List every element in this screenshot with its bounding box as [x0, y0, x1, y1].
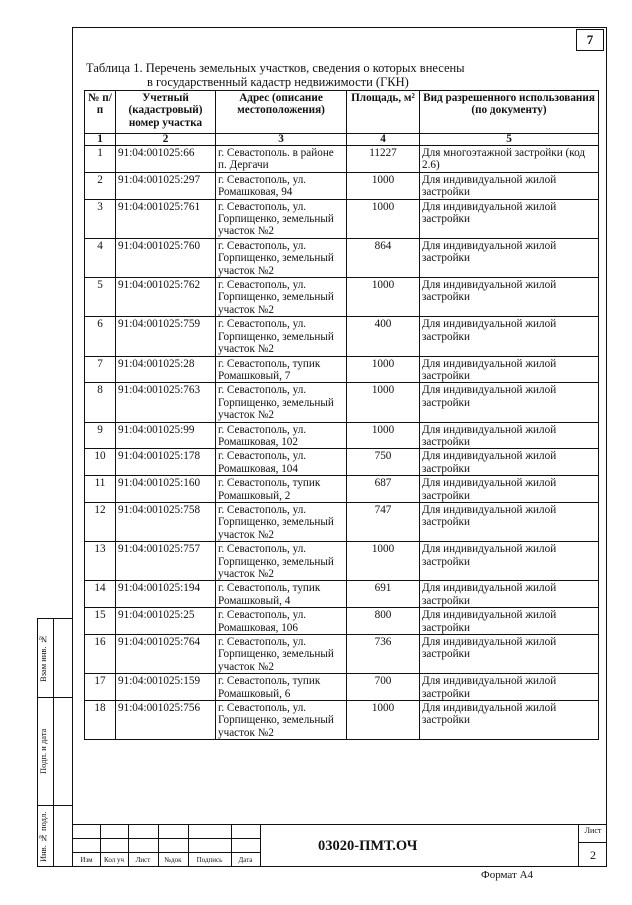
cell-address: г. Севастополь, ул. Горпищенко, земельный участок №2 — [216, 635, 347, 674]
cell-area: 687 — [347, 476, 420, 503]
table-title-line2: в государственный кадастр недвижимости (ГКН) — [147, 75, 409, 89]
cell-cadastral-id: 91:04:001025:764 — [116, 635, 216, 674]
table-row — [85, 581, 599, 608]
col-number: 4 — [347, 134, 420, 146]
col-number: 3 — [216, 134, 347, 146]
col-number: 2 — [116, 134, 216, 146]
cell-row-num: 18 — [85, 701, 116, 740]
inv-orig-label: Инв. № подл. — [38, 811, 48, 863]
table-row — [85, 317, 599, 356]
stamp-label-izm: Изм — [80, 856, 93, 864]
cell-row-num: 6 — [85, 317, 116, 356]
header-num: № п/п — [85, 91, 116, 134]
table-row — [85, 238, 599, 277]
cell-usage: Для индивидуальной жилой застройки — [420, 674, 599, 701]
column-number-row — [85, 134, 599, 146]
cell-usage: Для индивидуальной жилой застройки — [420, 238, 599, 277]
cell-address: г. Севастополь, ул. Горпищенко, земельный участок №2 — [216, 317, 347, 356]
cell-usage: Для индивидуальной жилой застройки — [420, 635, 599, 674]
cell-usage: Для индивидуальной жилой застройки — [420, 278, 599, 317]
cell-cadastral-id: 91:04:001025:760 — [116, 238, 216, 277]
table-title — [86, 61, 465, 89]
cell-cadastral-id: 91:04:001025:763 — [116, 383, 216, 422]
cell-address: г. Севастополь, тупик Ромашковый, 7 — [216, 356, 347, 383]
cell-row-num: 4 — [85, 238, 116, 277]
stamp-label-ndok: №док — [164, 856, 182, 864]
cell-area: 800 — [347, 608, 420, 635]
cell-usage: Для индивидуальной жилой застройки — [420, 172, 599, 199]
cell-usage: Для индивидуальной жилой застройки — [420, 449, 599, 476]
col-number: 5 — [420, 134, 599, 146]
land-plots-table — [84, 90, 599, 740]
header-area: Площадь, м² — [347, 91, 420, 134]
cell-usage: Для индивидуальной жилой застройки — [420, 608, 599, 635]
cell-row-num: 10 — [85, 449, 116, 476]
cell-row-num: 12 — [85, 502, 116, 541]
cell-cadastral-id: 91:04:001025:761 — [116, 199, 216, 238]
table-header-row — [85, 91, 599, 134]
cell-area: 1000 — [347, 701, 420, 740]
table-title-line1: Таблица 1. Перечень земельных участков, сведения о которых внесены — [86, 61, 465, 75]
cell-row-num: 1 — [85, 146, 116, 173]
cell-area: 700 — [347, 674, 420, 701]
cell-row-num: 14 — [85, 581, 116, 608]
cell-cadastral-id: 91:04:001025:178 — [116, 449, 216, 476]
cell-row-num: 13 — [85, 542, 116, 581]
cell-usage: Для индивидуальной жилой застройки — [420, 701, 599, 740]
cell-cadastral-id: 91:04:001025:758 — [116, 502, 216, 541]
cell-area: 691 — [347, 581, 420, 608]
header-cadastral-id: Учетный (кадастровый) номер участка — [116, 91, 216, 134]
stamp-label-list: Лист — [135, 856, 151, 864]
cell-area: 1000 — [347, 383, 420, 422]
table-row — [85, 502, 599, 541]
table-row — [85, 146, 599, 173]
sheet-corner-number: 7 — [576, 29, 604, 51]
cell-area: 1000 — [347, 278, 420, 317]
stamp-label-sign: Подпись — [196, 856, 223, 864]
cell-usage: Для многоэтажной застройки (код 2.6) — [420, 146, 599, 173]
cell-address: г. Севастополь, ул. Горпищенко, земельный участок №2 — [216, 199, 347, 238]
cell-usage: Для индивидуальной жилой застройки — [420, 199, 599, 238]
cell-cadastral-id: 91:04:001025:759 — [116, 317, 216, 356]
cell-address: г. Севастополь, тупик Ромашковый, 6 — [216, 674, 347, 701]
cell-row-num: 11 — [85, 476, 116, 503]
cell-address: г. Севастополь, ул. Горпищенко, земельный участок №2 — [216, 278, 347, 317]
cell-address: г. Севастополь, ул. Горпищенко, земельный участок №2 — [216, 383, 347, 422]
table-row — [85, 199, 599, 238]
cell-cadastral-id: 91:04:001025:756 — [116, 701, 216, 740]
cell-address: г. Севастополь, ул. Ромашковая, 106 — [216, 608, 347, 635]
cell-address: г. Севастополь, тупик Ромашковый, 4 — [216, 581, 347, 608]
table-row — [85, 635, 599, 674]
cell-cadastral-id: 91:04:001025:25 — [116, 608, 216, 635]
cell-row-num: 8 — [85, 383, 116, 422]
cell-address: г. Севастополь, ул. Ромашковая, 104 — [216, 449, 347, 476]
cell-address: г. Севастополь, ул. Ромашковая, 102 — [216, 422, 347, 449]
sign-date-label: Подп. и дата — [38, 728, 48, 775]
document-code: 03020-ПМТ.ОЧ — [318, 838, 418, 854]
cell-row-num: 15 — [85, 608, 116, 635]
sheet-number: 2 — [579, 842, 607, 863]
cell-cadastral-id: 91:04:001025:159 — [116, 674, 216, 701]
table-row — [85, 449, 599, 476]
cell-usage: Для индивидуальной жилой застройки — [420, 422, 599, 449]
table-row — [85, 701, 599, 740]
cell-cadastral-id: 91:04:001025:297 — [116, 172, 216, 199]
cell-cadastral-id: 91:04:001025:757 — [116, 542, 216, 581]
cell-usage: Для индивидуальной жилой застройки — [420, 502, 599, 541]
cell-area: 1000 — [347, 172, 420, 199]
format-label: Формат А4 — [481, 869, 534, 881]
table-row — [85, 674, 599, 701]
cell-area: 747 — [347, 502, 420, 541]
cell-usage: Для индивидуальной жилой застройки — [420, 476, 599, 503]
cell-cadastral-id: 91:04:001025:160 — [116, 476, 216, 503]
cell-area: 864 — [347, 238, 420, 277]
cell-area: 1000 — [347, 542, 420, 581]
cell-row-num: 7 — [85, 356, 116, 383]
cell-row-num: 9 — [85, 422, 116, 449]
cell-usage: Для индивидуальной жилой застройки — [420, 383, 599, 422]
cell-area: 400 — [347, 317, 420, 356]
cell-address: г. Севастополь, ул. Горпищенко, земельный участок №2 — [216, 542, 347, 581]
table-row — [85, 542, 599, 581]
cell-area: 750 — [347, 449, 420, 476]
cell-address: г. Севастополь, тупик Ромашковый, 2 — [216, 476, 347, 503]
cell-address: г. Севастополь, ул. Горпищенко, земельный участок №2 — [216, 238, 347, 277]
cell-address: г. Севастополь, ул. Горпищенко, земельный участок №2 — [216, 502, 347, 541]
sheet-label: Лист — [584, 826, 602, 835]
table-row — [85, 172, 599, 199]
cell-address: г. Севастополь. в районе п. Дергачи — [216, 146, 347, 173]
cell-row-num: 5 — [85, 278, 116, 317]
table-row — [85, 278, 599, 317]
table-row — [85, 608, 599, 635]
cell-row-num: 3 — [85, 199, 116, 238]
cell-area: 11227 — [347, 146, 420, 173]
header-address: Адрес (описание местоположения) — [216, 91, 347, 134]
cell-row-num: 2 — [85, 172, 116, 199]
cell-cadastral-id: 91:04:001025:66 — [116, 146, 216, 173]
table-row — [85, 356, 599, 383]
cell-cadastral-id: 91:04:001025:762 — [116, 278, 216, 317]
table-row — [85, 422, 599, 449]
sheet-box — [578, 824, 607, 867]
cell-address: г. Севастополь, ул. Ромашковая, 94 — [216, 172, 347, 199]
header-usage: Вид разрешенного использования (по документу) — [420, 91, 599, 134]
cell-usage: Для индивидуальной жилой застройки — [420, 542, 599, 581]
cell-area: 1000 — [347, 356, 420, 383]
stamp-label-kol: Кол уч — [104, 856, 124, 864]
table-row — [85, 476, 599, 503]
cell-area: 1000 — [347, 199, 420, 238]
cell-row-num: 16 — [85, 635, 116, 674]
cell-cadastral-id: 91:04:001025:194 — [116, 581, 216, 608]
cell-row-num: 17 — [85, 674, 116, 701]
side-stamp — [37, 618, 72, 867]
cell-area: 1000 — [347, 422, 420, 449]
cell-usage: Для индивидуальной жилой застройки — [420, 581, 599, 608]
cell-cadastral-id: 91:04:001025:99 — [116, 422, 216, 449]
cell-cadastral-id: 91:04:001025:28 — [116, 356, 216, 383]
cell-usage: Для индивидуальной жилой застройки — [420, 317, 599, 356]
col-number: 1 — [85, 134, 116, 146]
cell-area: 736 — [347, 635, 420, 674]
cell-usage: Для индивидуальной жилой застройки — [420, 356, 599, 383]
stamp-label-date: Дата — [238, 856, 253, 864]
cell-address: г. Севастополь, ул. Горпищенко, земельный участок №2 — [216, 701, 347, 740]
inv-replace-label: Взам инв. № — [38, 634, 48, 682]
table-row — [85, 383, 599, 422]
